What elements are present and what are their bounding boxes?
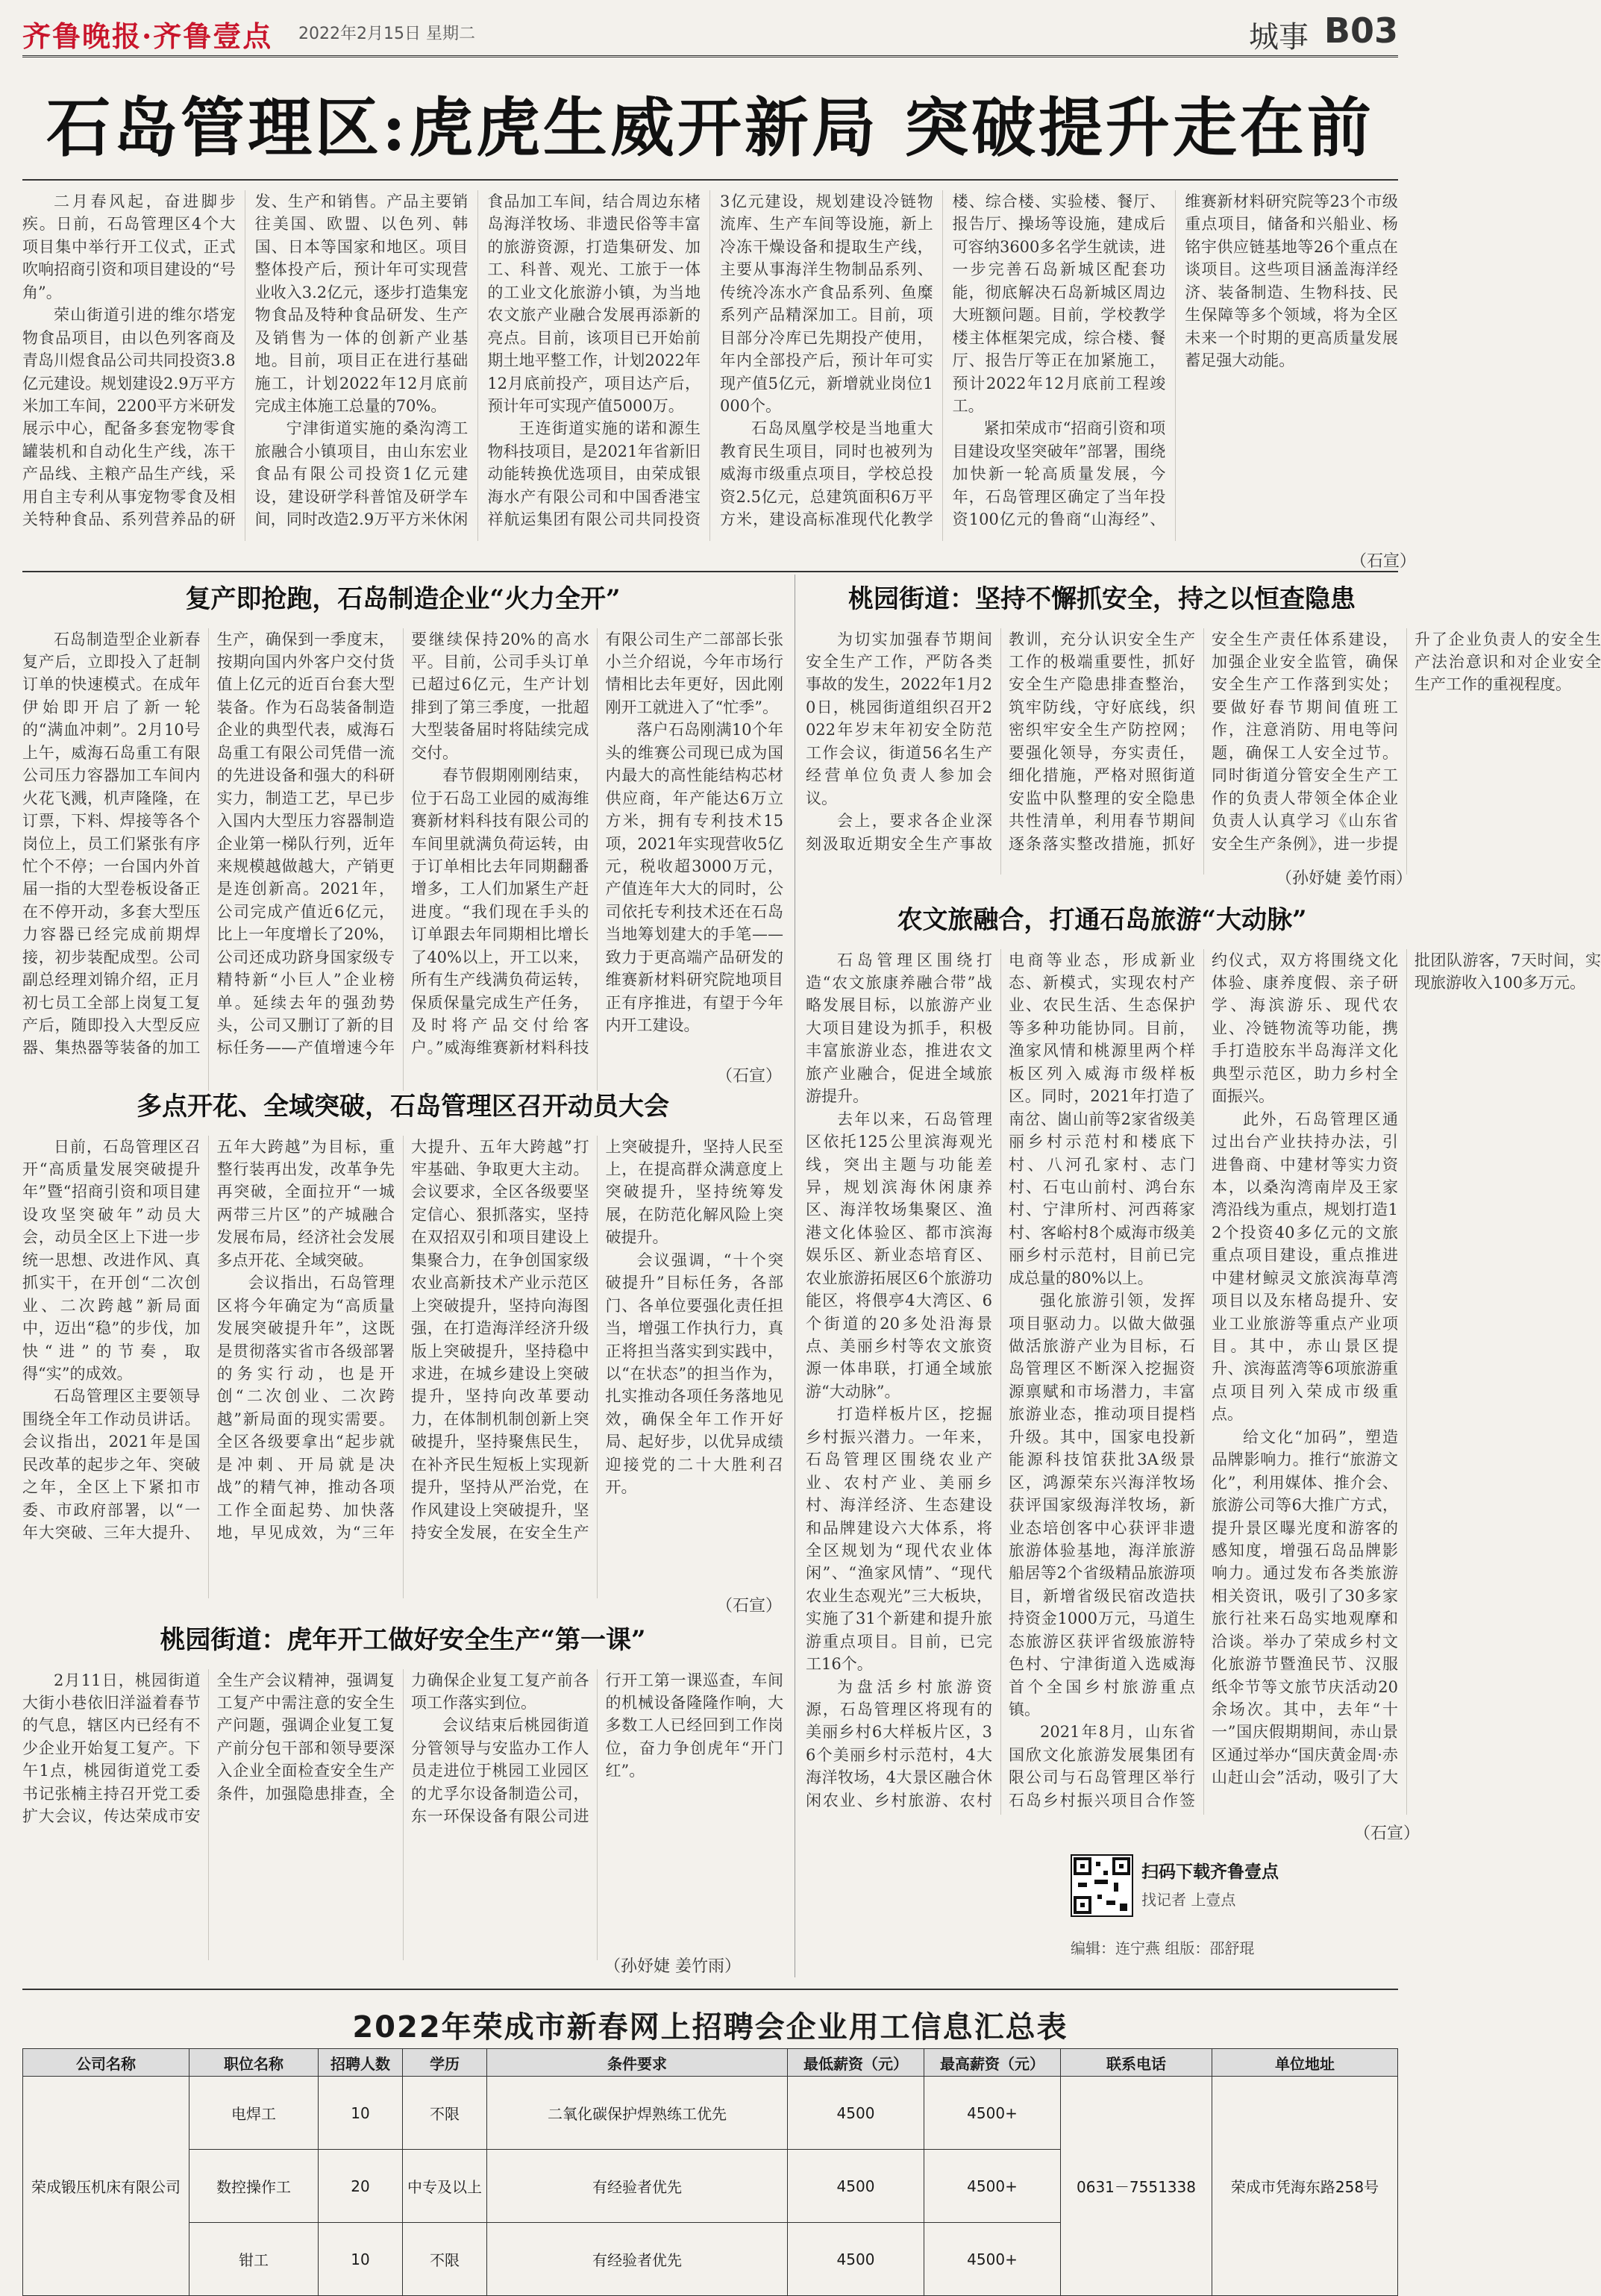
paragraph: 打造样板片区，挖掘乡村振兴潜力。一年来，石岛管理区围绕农业产业、农村产业、美丽乡村、海洋经济、生态建设和品牌建设六大体系，将全区规划为“现代农业体闲”、“渔家风情”、“现代农业生态观光”三大板块，实施了31个新建和提升旅游重点项目。目前，已完工16个。 xyxy=(806,1405,992,1674)
column-header: 职位名称 xyxy=(189,2049,319,2077)
paragraph: 石岛管理区主要领导围绕全年工作动员讲话。会议指出，2021年是国民改革的起步之年、突破之年，全区上下紧扣市委、市政府部署，以“一年大突破、三年大提升、五年大跨越”为目标，重整行装再出发，改革争先再突破，全面拉开“一城两带三片区”的产城融合发展布局，经济社会发展多点开花、全域突破。 xyxy=(22,1137,395,1542)
headline-rule xyxy=(22,179,1398,181)
column-header: 最高薪资（元） xyxy=(924,2049,1061,2077)
article-tourism xyxy=(806,903,1601,1815)
education-cell: 不限 xyxy=(403,2223,487,2296)
requirement-cell: 有经验者优先 xyxy=(487,2150,788,2223)
table-rule xyxy=(22,1989,1398,1990)
article-first-lesson xyxy=(22,1623,783,1960)
article-body xyxy=(806,628,1601,875)
qr-label: 扫码下载齐鲁壹点 xyxy=(1141,1862,1279,1882)
qr-code-icon xyxy=(1072,1856,1132,1915)
column-header: 学历 xyxy=(403,2049,487,2077)
paragraph: 给文化“加码”，塑造品牌影响力。推行“旅游文化”，利用媒体、推介会、旅游公司等6大推广方式，提升景区曝光度和游客的感知度，增强石岛品牌影响力。通过发布各类旅游相关资讯，吸引了30多家旅行社来石岛实地观摩和洽谈。举办了荣成乡村文化旅游节暨渔民节、汉服纸伞节等文旅节庆活动20余场次。其中，去年“十一”国庆假期期间，赤山景区通过举办“国庆黄金周·赤山赶山会”活动，吸引了大批团队游客，7天时间，实现旅游收入100多万元。 xyxy=(1212,951,1601,1787)
paragraph: 落户石岛刚满10个年头的维赛公司现已成为国内最大的高性能结构芯材供应商，年产能达6万立方米，拥有专利技术15项，2021年实现营收5亿元，税收超3000万元，产值连年大大的同时，公司依托专利技术还在石岛当地筹划建大的手笔——致力于更高端产品研发的维赛新材料研究院地项目正有序推进，有望于今年内开工建设。 xyxy=(605,721,783,1035)
article-body xyxy=(806,949,1601,1815)
paragraph: 会议结束后桃园街道分管领导与安监办工作人员走进位于桃园工业园区的尤孚尔设备制造公司，东一环保设备有限公司进行开工第一课巡查，车间的机械设备隆隆作响，大多数工人已经回到工作岗位，奋力争创虎年“开门红”。 xyxy=(411,1671,783,1826)
max-salary-cell: 4500+ xyxy=(924,2077,1061,2150)
requirement-cell: 有经验者优先 xyxy=(487,2223,788,2296)
position-cell: 钳工 xyxy=(189,2223,319,2296)
section-label: 城事 xyxy=(1249,20,1309,54)
byline: （石宣） xyxy=(716,1067,783,1086)
paragraph: 此外，石岛管理区通过出台产业扶持办法，引进鲁商、中建材等实力资本，以桑沟湾南岸及王家湾沿线为重点，规划打造12个投资40多亿元的文旅重点项目建设，重点推进中建材鲸灵文旅滨海草湾项目以及东楮岛提升、安业工业旅游等重点产业项目。其中，赤山景区提升、滨海蓝湾等6项旅游重点项目列入荣成市级重点。 xyxy=(1212,1110,1398,1424)
article-title: 农文旅融合，打通石岛旅游“大动脉” xyxy=(897,905,1307,935)
table-title: 2022年荣成市新春网上招聘会企业用工信息汇总表 xyxy=(352,2010,1068,2045)
byline: （石宣） xyxy=(716,1597,783,1615)
qr-sublabel: 找记者 上壹点 xyxy=(1141,1891,1236,1909)
count-cell: 10 xyxy=(319,2077,403,2150)
article-title: 复产即抢跑，石岛制造企业“火力全开” xyxy=(185,584,621,614)
qr-code[interactable] xyxy=(1071,1854,1133,1917)
column-header: 联系电话 xyxy=(1061,2049,1212,2077)
table-header-row xyxy=(23,2049,1398,2077)
paragraph: 为盘活乡村旅游资源，石岛管理区将现有的美丽乡村6大样板片区，36个美丽乡村示范村，4大海洋牧场，4大景区融合休闲农业、乡村旅游、农村电商等业态，形成新业态、新模式，实现农村产业、农民生活、生态保护等多种功能协同。目前，渔家风情和桃源里两个样板区列入威海市级样板区。同时，2021年打造了南岔、崮山前等2家省级美丽乡村示范村和楼底下村、八河孔家村、志门村、石屯山前村、鸿台东村、宁津所村、河西蒋家村、客峪村8个威海市级美丽乡村示范村，目前已完成总量的80%以上。 xyxy=(806,951,1195,1809)
paragraph: 会议指出，石岛管理区将今年确定为“高质量发展突破提升年”，这既是贯彻落实省市各级部署的务实行动，也是开创“二次创业、二次跨越”新局面的现实需要。全区各级要拿出“起步就是冲刺、开局就是决战”的精气神，推动各项工作全面起势、加快落地，早见成效，为“三年大提升、五年大跨越”打牢基础、争取更大主动。会议要求，全区各级要坚定信心、狠抓落实，坚持在双招双引和项目建设上集聚合力，在争创国家级农业高新技术产业示范区上突破提升，坚持向海图强，在打造海洋经济升级版上突破提升，坚持稳中求进，在城乡建设上突破提升，坚持向改革要动力，在体制机制创新上突破提升，坚持聚焦民生，在补齐民生短板上实现新提升，坚持从严治党，在作风建设上突破提升，坚持安全发展，在安全生产上突破提升，坚持人民至上，在提高群众满意度上突破提升，坚持统筹发展，在防范化解风险上突破提升。 xyxy=(216,1137,783,1542)
article-mobilization xyxy=(22,1089,783,1598)
paragraph: 会议强调，“十个突破提升”目标任务，各部门、各单位要强化责任担当，增强工作执行力，真正将担当落实到实践中，以“在状态”的担当作为，扎实推动各项任务落地见效，确保全年工作开好局、起好步，以优异成绩迎接党的二十大胜利召开。 xyxy=(605,1251,783,1497)
issue-date: 2022年2月15日 星期二 xyxy=(298,25,475,43)
column-header: 最低薪资（元） xyxy=(788,2049,924,2077)
article-safety xyxy=(806,582,1601,875)
paragraph: 宁津街道实施的桑沟湾工旅融合小镇项目，由山东宏业食品有限公司投资1亿元建设，建设研学科普馆及研学车间，同时改造2.9万平方米休闲食品加工车间，结合周边东楮岛海洋牧场、非遗民俗等丰富的旅游资源，打造集研发、加工、科普、观光、工旅于一体的工业文化旅游小镇，为当地农文旅产业融合发展再添新的亮点。目前，该项目已开始前期土地平整工作，计划2022年12月底前投产，项目达产后，预计年可实现产值5000万。 xyxy=(254,193,701,529)
column-header: 单位地址 xyxy=(1212,2049,1398,2077)
newspaper-logo: 齐鲁晚报·齐鲁壹点 xyxy=(22,19,273,53)
byline: （孙妤婕 姜竹雨） xyxy=(604,1957,741,1976)
page-headline: 石岛管理区:虎虎生威开新局 突破提升走在前 xyxy=(46,90,1374,166)
phone-cell: 0631－7551338 xyxy=(1061,2077,1212,2296)
paragraph: 会上，要求各企业深刻汲取近期安全生产事故教训，充分认识安全生产工作的极端重要性，抓好安全生产隐患排查整治，筑牢防线，守好底线，织密织牢安全生产防控网；要强化领导，夯实责任，细化措施，严格对照街道安监中队整理的安全隐患共性清单，利用春节期间逐条落实整改措施，抓好安全生产责任体系建设，加强企业安全监管，确保安全生产工作落到实处；要做好春节期间值班工作，注意消防、用电等问题，确保工人安全过节。同时街道分管安全生产工作的负责人带领全体企业负责人认真学习《山东省安全生产条例》，进一步提升了企业负责人的安全生产法治意识和对企业安全生产工作的重视程度。 xyxy=(806,630,1601,853)
byline: （孙妤婕 姜竹雨） xyxy=(1276,869,1412,888)
paragraph: 为切实加强春节期间安全生产工作，严防各类事故的发生，2022年1月20日，桃园街道组织召开2022年岁末年初安全防范工作会议，街道56名生产经营单位负责人参加会议。 xyxy=(806,630,992,807)
jobs-table xyxy=(22,2048,1398,2296)
page-number: B03 xyxy=(1323,10,1398,51)
max-salary-cell: 4500+ xyxy=(924,2150,1061,2223)
paragraph: 强化旅游引领，发挥项目驱动力。以做大做强做活旅游产业为目标，石岛管理区不断深入挖掘资源禀赋和市场潜力，丰富旅游业态，推动项目提档升级。其中，国家电投新能源科技馆获批3A级景区，鸿源荣东兴海洋牧场获评国家级海洋牧场，新业态培创客中心获评非遗旅游体验基地，海洋旅游船居等2个省级精品旅游项目，新增省级民宿改造扶持资金1000万元，马道生态旅游区获评省级旅游特色村、宁津街道入选威海首个全国乡村旅游重点镇。 xyxy=(1009,1292,1195,1719)
paragraph: 2月11日，桃园街道大街小巷依旧洋溢着春节的气息，辖区内已经有不少企业开始复工复产。下午1点，桃园街道党工委书记张楠主持召开党工委扩大会议，传达荣成市安全生产会议精神，强调复工复产中需注意的安全生产问题，强调企业复工复产前分包干部和领导要深入企业全面检查安全生产条件，加强隐患排查，全力确保企业复工复产前各项工作落实到位。 xyxy=(22,1671,589,1826)
paragraph: 二月春风起，奋进脚步疾。日前，石岛管理区4个大项目集中举行开工仪式，正式吹响招商引资和项目建设的“号角”。 xyxy=(22,193,236,301)
paragraph: 日前，石岛管理区召开“高质量发展突破提升年”暨“招商引资和项目建设攻坚突破年”动员大会，动员全区上下进一步统一思想、改进作风、真抓实干，在开创“二次创业、二次跨越”新局面中，迈出“稳”的步伐，加快“进”的节奏，取得“实”的成效。 xyxy=(22,1137,201,1383)
company-cell: 荣成锻压机床有限公司 xyxy=(23,2077,189,2296)
article-body xyxy=(22,1669,783,1960)
column-header: 条件要求 xyxy=(487,2049,788,2077)
article-body xyxy=(22,1136,783,1598)
article-body xyxy=(22,628,783,1091)
requirement-cell: 二氧化碳保护焊熟练工优先 xyxy=(487,2077,788,2150)
byline: （石宣） xyxy=(1350,552,1417,571)
lead-article-body xyxy=(22,190,1398,541)
address-cell: 荣成市凭海东路258号 xyxy=(1212,2077,1398,2296)
paragraph: 2021年8月，山东省国欣文化旅游发展集团有限公司与石岛管理区举行石岛乡村振兴项目合作签约仪式，双方将围绕文化体验、康养度假、亲子研学、海滨游乐、现代农业、冷链物流等功能，携手打造胶东半岛海洋文化典型示范区，助力乡村全面振兴。 xyxy=(1009,951,1398,1809)
paragraph: 石岛凤凰学校是当地重大教育民生项目，同时也被列为威海市级重点项目，学校总投资2.5亿元，总建筑面积6万平方米，建设高标准现代化教学楼、综合楼、实验楼、餐厅、报告厅、操场等设施，建成后可容纳3600多名学生就读，进一步完善石岛新城区配套功能，彻底解决石岛新城区周边大班额问题。目前，学校教学楼主体框架完成，综合楼、餐厅、报告厅等正在加紧施工，预计2022年12月底前工程竣工。 xyxy=(719,193,1166,529)
article-title: 桃园街道：坚持不懈抓安全，持之以恒查隐患 xyxy=(848,584,1356,614)
article-title: 桃园街道：虎年开工做好安全生产“第一课” xyxy=(160,1625,646,1655)
max-salary-cell: 4500+ xyxy=(924,2223,1061,2296)
table-row xyxy=(23,2077,1398,2150)
byline: （石宣） xyxy=(1354,1824,1420,1843)
paragraph: 石岛管理区围绕打造“农文旅康养融合带”战略发展目标，以旅游产业大项目建设为抓手，积极丰富旅游业态，推进农文旅产业融合，促进全域旅游提升。 xyxy=(806,951,992,1106)
paragraph: 石岛制造型企业新春复产后，立即投入了赶制订单的快速模式。在成年伊始即开启了新一轮的“满血冲刺”。2月10号上午，威海石岛重工有限公司压力容器加工车间内火花飞溅，机声隆隆，在订票，下料、焊接等各个岗位上，员工们紧张有序忙个不停；一台国内外首届一指的大型卷板设备正在不停开动，多套大型压力容器已经完成前期焊接，初步装配成型。公司副总经理刘锦介绍，正月初七员工全部上岗复工复产后，随即投入大型反应器、集热器等装备的加工生产，确保到一季度末，按期向国内外客户交付货值上亿元的近百台套大型装备。作为石岛装备制造企业的典型代表，威海石岛重工有限公司凭借一流的先进设备和强大的科研实力，制造工艺，早已步入国内大型压力容器制造企业第一梯队行列，近年来规模越做越大，产销更是连创新高。2021年，公司完成产值近6亿元，比上一年度增长了20%，公司还成功跻身国家级专精特新“小巨人”企业榜单。延续去年的强劲势头，公司又删订了新的目标任务——产值增速今年要继续保持20%的高水平。目前，公司手头订单已超过6亿元，生产计划排到了第三季度，一批超大型装备届时将陆续完成交付。 xyxy=(22,630,589,1057)
column-header: 招聘人数 xyxy=(319,2049,403,2077)
editor-credit: 编辑：连宁燕 组版：邵舒琨 xyxy=(1071,1939,1255,1957)
article-title: 多点开花、全域突破，石岛管理区召开动员大会 xyxy=(137,1092,669,1122)
paragraph: 紧扣荣成市“招商引资和项目建设攻坚突破年”部署，围绕加快新一轮高质量发展，今年，石岛管理区确定了当年投资100亿元的鲁商“山海经”、维赛新材料研究院等23个市级重点项目，储备和兴船业、杨铭宇供应链基地等26个重点在谈项目。这些项目涵盖海洋经济、装备制造、生物科技、民生保障等多个领域，将为全区未来一个时期的更高质量发展蓄足强大动能。 xyxy=(952,193,1398,529)
min-salary-cell: 4500 xyxy=(788,2150,924,2223)
column-header: 公司名称 xyxy=(23,2049,189,2077)
paragraph: 荣山街道引进的维尔塔宠物食品项目，由以色列客商及青岛川煜食品公司共同投资3.8亿元建设。规划建设2.9万平方米加工车间，2200平方米研发展示中心，配备多套宠物零食罐装机和自动化生产线，冻干产品线、主粮产品生产线，采用自主专利从事宠物零食及相关特种食品、系列营养品的研发、生产和销售。产品主要销往美国、欧盟、以色列、韩国、日本等国家和地区。项目整体投产后，预计年可实现营业收入3.2亿元，逐步打造集宠物食品及特种食品研发、生产及销售为一体的创新产业基地。目前，项目正在进行基础施工，计划2022年12月底前完成主体施工总量的70%。 xyxy=(22,193,469,529)
min-salary-cell: 4500 xyxy=(788,2077,924,2150)
position-cell: 电焊工 xyxy=(189,2077,319,2150)
paragraph: 春节假期刚刚结束，位于石岛工业园的威海维赛新材料科技有限公司的车间里就满负荷运转，由于订单相比去年同期翻番增多，工人们加紧生产赶进度。“我们现在手头的订单跟去年同期相比增长了40%以上，开工以来，所有生产线满负荷运转，保质保量完成生产任务，及时将产品交付给客户。”威海维赛新材料科技有限公司生产二部部长张小兰介绍说，今年市场行情相比去年更好，因此刚刚开工就进入了“忙季”。 xyxy=(411,630,783,1057)
paragraph: 王连街道实施的诺和源生物科技项目，是2021年省新旧动能转换优选项目，由荣成银海水产有限公司和中国香港宝祥航运集团有限公司共同投资3亿元建设，规划建设冷链物流库、生产车间等设施，新上冷冻干燥设备和提取生产线，主要从事海洋生物制品系列、传统冷冻水产食品系列、鱼糜系列产品精深加工。目前，项目部分冷库已先期投产使用，年内全部投产后，预计年可实现产值5亿元，新增就业岗位1000个。 xyxy=(487,193,933,529)
position-cell: 数控操作工 xyxy=(189,2150,319,2223)
masthead xyxy=(22,7,1398,57)
education-cell: 中专及以上 xyxy=(403,2150,487,2223)
education-cell: 不限 xyxy=(403,2077,487,2150)
lead-article xyxy=(22,190,1398,541)
min-salary-cell: 4500 xyxy=(788,2223,924,2296)
paragraph: 去年以来，石岛管理区依托125公里滨海观光线，突出主题与功能差异，规划滨海休闲康养区、海洋牧场集聚区、渔港文化体验区、都市滨海娱乐区、新业态培育区、农业旅游拓展区6个旅游功能区，将偎亭4大湾区、6个街道的20多处沿海景点、美丽乡村等农文旅资源一体串联，打通全域旅游“大动脉”。 xyxy=(806,1110,992,1401)
section-rule xyxy=(22,571,1398,572)
count-cell: 10 xyxy=(319,2223,403,2296)
article-resumption xyxy=(22,582,783,1091)
count-cell: 20 xyxy=(319,2150,403,2223)
